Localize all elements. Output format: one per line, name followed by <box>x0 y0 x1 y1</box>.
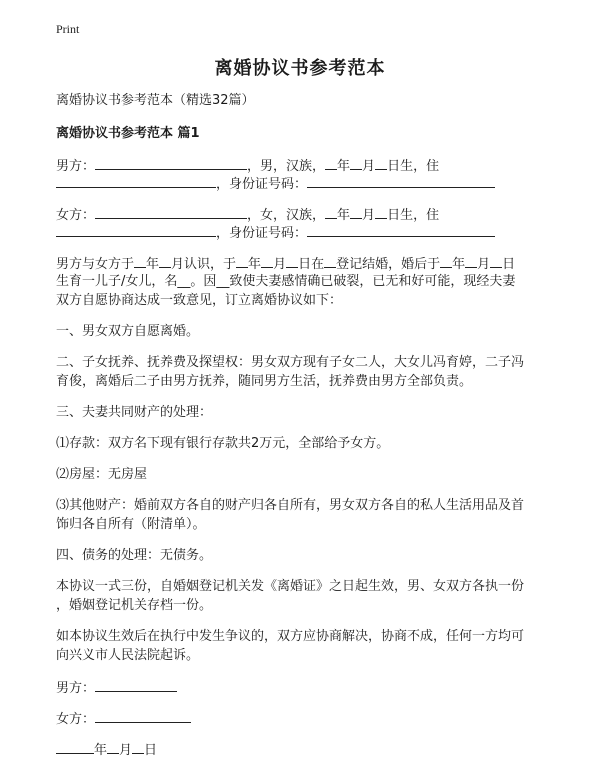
date-day-blank <box>132 741 144 754</box>
female-label: 女方： <box>56 208 96 223</box>
signature-female <box>56 710 191 728</box>
male-address-blank <box>56 175 216 188</box>
female-name-blank <box>95 206 247 219</box>
id-label: ，身份证号码： <box>216 177 308 192</box>
female-day-blank <box>375 206 387 219</box>
p1-text: 年 <box>452 257 466 272</box>
blank <box>490 255 502 268</box>
document-title: 离婚协议书参考范本 <box>214 58 386 79</box>
female-year-blank <box>325 206 337 219</box>
blank <box>465 255 477 268</box>
blank <box>286 255 298 268</box>
female-id-blank <box>307 224 495 237</box>
paragraph-3-line-2: 向兴义市人民法院起诉。 <box>56 648 200 663</box>
clause-3-1: ⑴存款：双方名下现有银行存款共2万元，全部给予女方。 <box>56 436 390 451</box>
blank <box>134 255 146 268</box>
female-address-blank <box>56 224 216 237</box>
date-day: 日 <box>144 743 158 758</box>
paragraph-2-line-2: ，婚姻登记机关存档一份。 <box>56 598 213 613</box>
paragraph-3-line-1: 如本协议生效后在执行中发生争议的，双方应协商解决，协商不成，任何一方均可 <box>56 629 525 644</box>
p1-text: 年 <box>146 257 160 272</box>
blank <box>236 255 248 268</box>
p1-text: 登记结婚，婚后于 <box>336 257 441 272</box>
male-name-blank <box>95 157 247 170</box>
paragraph-1-line-2: 生育一儿子/女儿，名__。因__致使夫妻感情确已破裂，已无和好可能，现经夫妻 <box>56 274 516 289</box>
blank <box>159 255 171 268</box>
sign-female-label: 女方： <box>56 712 96 727</box>
male-info-line-1 <box>56 157 439 175</box>
paragraph-2-line-1: 本协议一式三份，自婚姻登记机关发《离婚证》之日起生效，男、女双方各执一份 <box>56 579 525 594</box>
print-link[interactable]: Print <box>56 22 80 36</box>
month-char: 月 <box>362 159 376 174</box>
blank <box>261 255 273 268</box>
male-id-blank <box>307 175 495 188</box>
clause-3-3-line-2: 饰归各自所有（附清单）。 <box>56 517 206 532</box>
female-info-line-2 <box>56 224 495 242</box>
birth-suffix: 日生，住 <box>387 159 440 174</box>
date-year-blank <box>56 741 94 754</box>
p1-text: 月 <box>273 257 287 272</box>
female-info-line-1 <box>56 206 439 224</box>
p1-text: 月认识，于 <box>171 257 237 272</box>
signature-male <box>56 679 177 697</box>
year-char: 年 <box>337 159 351 174</box>
section-heading: 离婚协议书参考范本 篇1 <box>56 126 200 141</box>
male-day-blank <box>375 157 387 170</box>
date-month-blank <box>107 741 119 754</box>
clause-2-line-2: 育俊，离婚后二子由男方抚养，随同男方生活，抚养费由男方全部负责。 <box>56 374 473 389</box>
p1-text: 日 <box>502 257 516 272</box>
month-char: 月 <box>362 208 376 223</box>
paragraph-1-line-3: 双方自愿协商达成一致意见，订立离婚协议如下： <box>56 293 343 308</box>
clause-3-3-line-1: ⑶其他财产：婚前双方各自的财产归各自所有，男女双方各自的私人生活用品及首 <box>56 498 525 513</box>
id-label: ，身份证号码： <box>216 226 308 241</box>
p1-text: 日在 <box>298 257 325 272</box>
blank <box>324 255 336 268</box>
female-month-blank <box>350 206 362 219</box>
p1-text: 男方与女方于 <box>56 257 135 272</box>
year-char: 年 <box>337 208 351 223</box>
female-desc: ，女，汉族， <box>247 208 326 223</box>
clause-1: 一、男女双方自愿离婚。 <box>56 324 200 339</box>
male-year-blank <box>325 157 337 170</box>
sign-male-blank <box>95 679 177 692</box>
clause-3-2: ⑵房屋：无房屋 <box>56 467 148 482</box>
signature-date <box>56 741 157 759</box>
sign-male-label: 男方： <box>56 681 96 696</box>
clause-4: 四、债务的处理：无债务。 <box>56 548 213 563</box>
document-subtitle: 离婚协议书参考范本（精选32篇） <box>56 93 255 108</box>
sign-female-blank <box>95 710 191 723</box>
male-desc: ，男，汉族， <box>247 159 326 174</box>
blank <box>440 255 452 268</box>
birth-suffix: 日生，住 <box>387 208 440 223</box>
clause-3: 三、夫妻共同财产的处理： <box>56 405 213 420</box>
male-label: 男方： <box>56 159 96 174</box>
date-year: 年 <box>94 743 108 758</box>
date-month: 月 <box>119 743 133 758</box>
p1-text: 年 <box>248 257 262 272</box>
paragraph-1-line-1 <box>56 255 515 273</box>
p1-text: 月 <box>477 257 491 272</box>
male-month-blank <box>350 157 362 170</box>
male-info-line-2 <box>56 175 495 193</box>
clause-2-line-1: 二、子女抚养、抚养费及探望权：男女双方现有子女二人，大女儿冯育婷，二子冯 <box>56 355 525 370</box>
